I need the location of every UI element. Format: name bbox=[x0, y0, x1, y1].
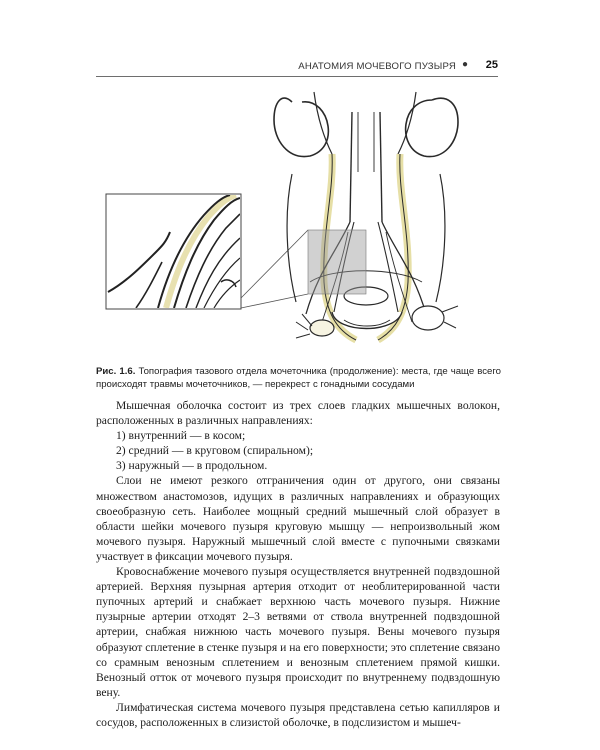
bullet-icon: ● bbox=[461, 59, 468, 70]
body-text bbox=[96, 398, 500, 730]
paragraph-layers: Слои не имеют резкого отграничения один от другого, они связаны множеством анастомозов, идущих в различных направлениях и образующих своеобразную сеть. Наиболее мощный средний мышечный слой образует в области шейки мочевого пузыря круговую мышцу — непроизвольный жом мочевого пузыря. Наружный мышечный слой вместе с пупочными связками участвует в фиксации мочевого пузыря. bbox=[96, 474, 500, 563]
paragraph-lymphatic: Лимфатическая система мочевого пузыря представлена сетью капилляров и сосудов, расположенных в слизистой оболочке, в подслизистом и мышеч- bbox=[96, 700, 500, 729]
running-head bbox=[96, 58, 498, 77]
list-item: 3) наружный — в продольном. bbox=[116, 459, 268, 473]
pelvis-drawing bbox=[274, 92, 458, 340]
paragraph-muscular-layer: Мышечная оболочка состоит из трех слоев гладких мышечных волокон, расположенных в различных направлениях: bbox=[96, 399, 500, 428]
paragraph-blood-supply: Кровоснабжение мочевого пузыря осуществляется внутренней подвздошной артерией. Верхняя пузырная артерия отходит от необлитерированной части пупочных артерий и снабжает верхнюю часть мочевого пузыря. Нижние пузырные артерии отходят 2–3 ветвями от ствола внутренней подвздошной артерии, снабжая нижнюю часть мочевого пузыря. Вены мочевого пузыря образуют сплетение в стенке пузыря и на его поверхности; это сплетение связано со срамным венозным сплетением и венозным сплетением прямой кишки. Венозный отток от мочевого пузыря происходит по внутреннему подвздошную вену. bbox=[96, 565, 500, 699]
list-item: 2) средний — в круговом (спиральном); bbox=[116, 444, 314, 458]
list-item: 1) внутренний — в косом; bbox=[116, 429, 246, 443]
figure-caption-text: Топография тазового отдела мочеточника (продолжение): места, где чаще всего происходят травмы мочеточников, — перекрест с гонадными сосудами bbox=[96, 366, 501, 390]
anatomy-illustration bbox=[96, 82, 500, 360]
page-number: 25 bbox=[485, 59, 498, 71]
figure-caption bbox=[96, 365, 501, 391]
zoom-region bbox=[308, 230, 366, 294]
inset-detail bbox=[106, 194, 241, 309]
figure-label: Рис. 1.6. bbox=[96, 366, 136, 377]
running-title: АНАТОМИЯ МОЧЕВОГО ПУЗЫРЯ bbox=[298, 61, 456, 72]
connector-lines bbox=[241, 230, 308, 308]
